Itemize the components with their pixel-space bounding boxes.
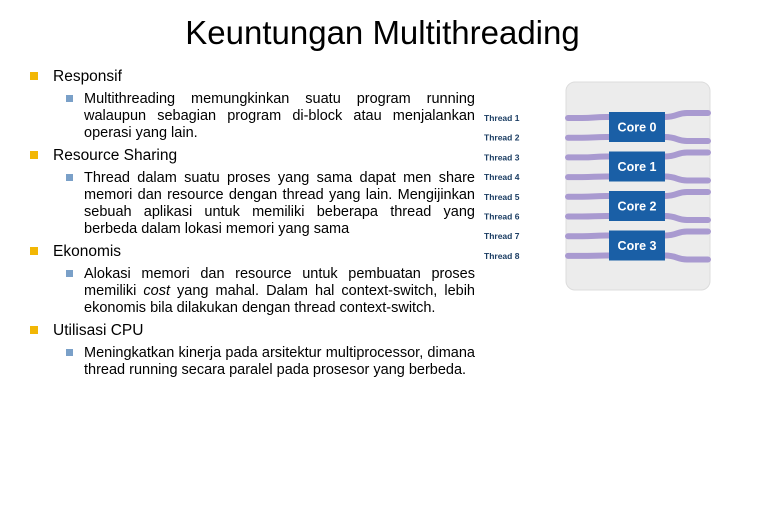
thread-wire-in xyxy=(568,177,609,178)
bullet-square-icon xyxy=(30,72,38,80)
bullet-item xyxy=(30,68,475,86)
thread-label: Thread 4 xyxy=(484,172,520,183)
sub-bullet-item xyxy=(66,91,475,142)
bullet-item xyxy=(30,322,475,340)
thread-label: Thread 5 xyxy=(484,191,520,202)
bullet-group xyxy=(30,322,475,379)
thread-wire-in xyxy=(568,196,609,197)
thread-label: Thread 7 xyxy=(484,231,520,242)
sub-bullet-text: Alokasi memori dan resource untuk pembuatan proses memiliki cost yang mahal. Dalam hal context-switch, lebih ekonomis bila dilakukan dengan thread context-switch. xyxy=(84,266,475,316)
multicore-diagram xyxy=(482,80,714,292)
bullet-square-icon xyxy=(30,151,38,159)
thread-label: Thread 3 xyxy=(484,152,520,163)
core-label: Core 3 xyxy=(617,239,657,253)
sub-bullet-item xyxy=(66,170,475,238)
bullet-item xyxy=(30,147,475,165)
thread-label: Thread 1 xyxy=(484,113,520,123)
sub-bullet-square-icon xyxy=(66,270,73,277)
sub-bullet-square-icon xyxy=(66,174,73,181)
bullet-heading: Ekonomis xyxy=(53,243,122,260)
bullet-heading: Responsif xyxy=(53,68,122,85)
core-label: Core 0 xyxy=(617,120,657,135)
core-label: Core 1 xyxy=(617,160,657,174)
sub-bullet-text: Meningkatkan kinerja pada arsitektur multiprocessor, dimana thread running secara paralel pada prosesor yang berbeda. xyxy=(84,345,475,378)
slide-title: Keuntungan Multithreading xyxy=(185,14,580,51)
core-label: Core 2 xyxy=(617,199,657,214)
bullet-item xyxy=(30,243,475,261)
bullet-group xyxy=(30,68,475,142)
thread-wire-in xyxy=(568,157,609,158)
bullet-heading: Resource Sharing xyxy=(53,147,178,164)
sub-bullet-text: Thread dalam suatu proses yang sama dapat men share memori dan resource dengan thread yang lain. Mengijinkan sebuah aplikasi untuk memiliki beberapa thread yang berbeda dalam lokasi memori yang sama xyxy=(84,170,475,237)
sub-bullet-square-icon xyxy=(66,349,73,356)
sub-bullet-square-icon xyxy=(66,95,73,102)
thread-wire-in xyxy=(568,236,609,237)
sub-bullet-item xyxy=(66,345,475,379)
sub-bullet-text: Multithreading memungkinkan suatu program running walaupun sebagian program di-block atau menjalankan operasi yang lain. xyxy=(84,91,475,141)
thread-label: Thread 8 xyxy=(484,250,520,261)
thread-wire-in xyxy=(568,216,609,217)
bullet-square-icon xyxy=(30,326,38,334)
bullet-list xyxy=(30,68,475,384)
sub-bullet-item xyxy=(66,266,475,317)
thread-wire-in xyxy=(568,117,609,118)
thread-label: Thread 2 xyxy=(484,132,520,143)
thread-label: Thread 6 xyxy=(484,211,520,222)
thread-wire-in xyxy=(568,137,609,138)
bullet-group xyxy=(30,147,475,238)
bullet-square-icon xyxy=(30,247,38,255)
bullet-group xyxy=(30,243,475,317)
bullet-heading: Utilisasi CPU xyxy=(53,322,144,339)
